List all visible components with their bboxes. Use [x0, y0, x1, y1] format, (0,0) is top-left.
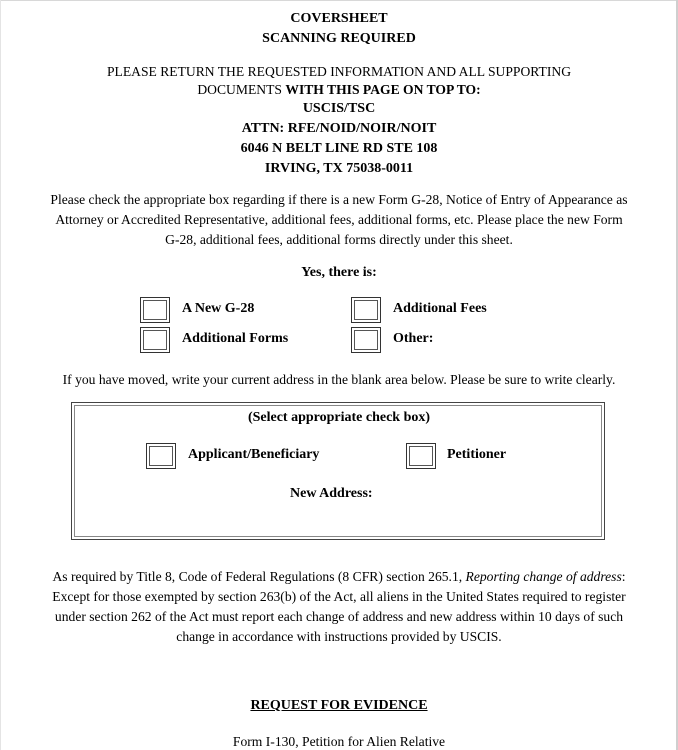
regulation-colon: :	[621, 569, 626, 584]
street-address: 6046 N BELT LINE RD STE 108	[240, 141, 438, 156]
additional-forms-checkbox[interactable]	[140, 327, 170, 353]
additional-fees-checkbox[interactable]	[351, 297, 381, 323]
regulation-line1	[4, 567, 674, 587]
request-for-evidence-heading: REQUEST FOR EVIDENCE	[250, 698, 428, 713]
return-info-line2	[0, 81, 678, 98]
regulation-cfr: As required by Title 8, Code of Federal Regulations (8 CFR) section 265.1,	[52, 569, 463, 584]
evidence-heading-wrap	[0, 697, 678, 714]
new-g28-checkbox[interactable]	[140, 297, 170, 323]
new-address-label: New Address:	[290, 486, 373, 501]
instructions-line1: Please check the appropriate box regarding if there is a new Form G-28, Notice of Entry of Appearance as	[50, 192, 628, 207]
scanning-required: SCANNING REQUIRED	[262, 31, 416, 46]
attn-line: ATTN: RFE/NOID/NOIR/NOIT	[241, 121, 437, 136]
regulation-line3: under section 262 of the Act must report each change of address and new address within 10 days of such	[54, 609, 624, 624]
return-info-on-top: WITH THIS PAGE ON TOP TO:	[285, 82, 481, 97]
instructions-line3: G-28, additional fees, additional forms directly under this sheet.	[165, 232, 513, 247]
city-state-zip: IRVING, TX 75038-0011	[264, 161, 414, 176]
new-g28-label: A New G-28	[182, 301, 255, 316]
regulation-line2: Except for those exempted by section 263(b) of the Act, all aliens in the United States required to register	[52, 589, 626, 604]
applicant-beneficiary-checkbox[interactable]	[146, 443, 176, 469]
instructions-paragraph	[4, 190, 674, 250]
select-checkbox-label: (Select appropriate check box)	[247, 410, 431, 425]
instructions-line2: Attorney or Accredited Representative, additional fees, additional forms, etc. Please place the new Form	[55, 212, 623, 227]
petitioner-checkbox[interactable]	[406, 443, 436, 469]
yes-there-is: Yes, there is:	[301, 265, 377, 280]
petitioner-label: Petitioner	[447, 447, 507, 462]
form-i130-line: Form I-130, Petition for Alien Relative	[232, 734, 446, 749]
additional-forms-label: Additional Forms	[182, 331, 289, 346]
return-info-line1: PLEASE RETURN THE REQUESTED INFORMATION AND ALL SUPPORTING	[106, 64, 572, 79]
other-checkbox[interactable]	[351, 327, 381, 353]
regulation-paragraph	[4, 567, 674, 647]
return-info-documents: DOCUMENTS	[197, 82, 282, 97]
coversheet-title: COVERSHEET	[290, 11, 388, 26]
page-border-top	[0, 0, 678, 1]
additional-fees-label: Additional Fees	[393, 301, 487, 316]
other-label: Other:	[393, 331, 434, 346]
regulation-reporting-change: Reporting change of address	[465, 569, 622, 584]
applicant-beneficiary-label: Applicant/Beneficiary	[188, 447, 320, 462]
office-name: USCIS/TSC	[302, 101, 376, 116]
moved-note: If you have moved, write your current address in the blank area below. Please be sure to write clearly.	[62, 372, 616, 387]
regulation-line4: change in accordance with instructions provided by USCIS.	[176, 629, 502, 644]
